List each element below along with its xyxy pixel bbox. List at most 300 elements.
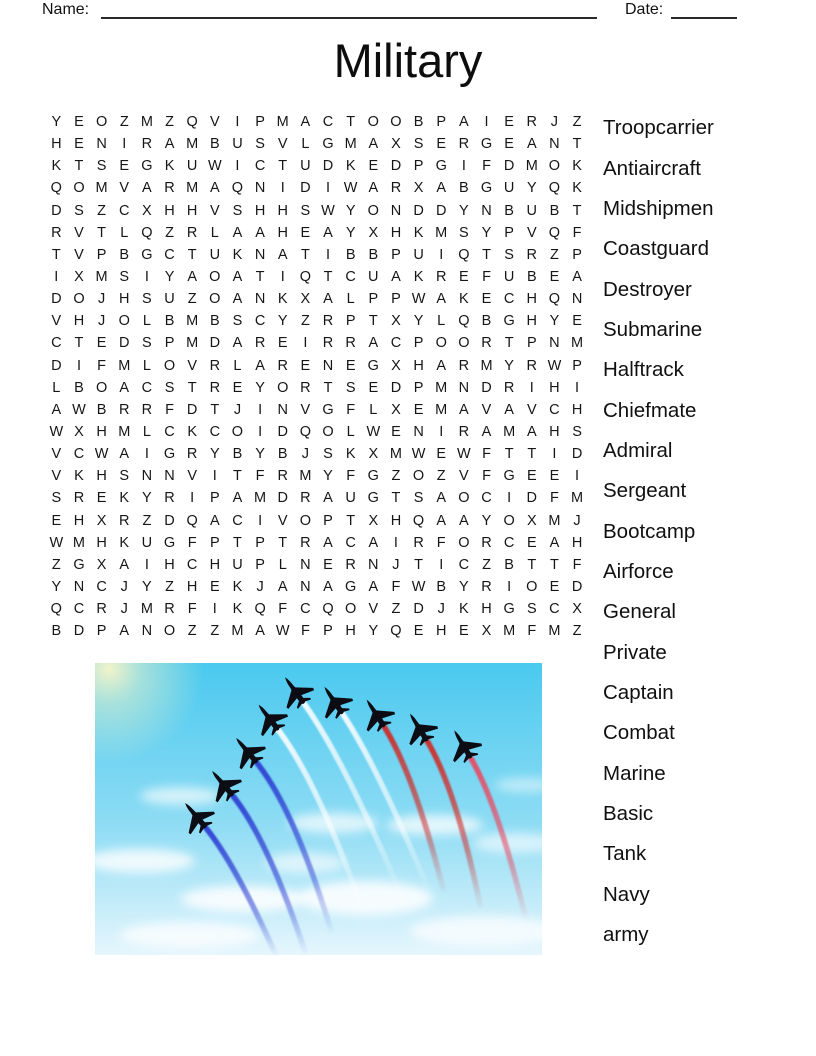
grid-cell: R (481, 534, 492, 551)
grid-cell: D (571, 579, 583, 596)
grid-cell: A (164, 136, 175, 153)
grid-cell: X (74, 269, 84, 286)
grid-cell: C (164, 246, 175, 263)
grid-cell: X (142, 202, 152, 219)
word-list-item: Tank (603, 842, 647, 866)
grid-cell: Q (412, 512, 425, 529)
grid-cell: R (141, 401, 153, 418)
grid-cell: D (51, 357, 62, 374)
grid-cell: F (346, 468, 356, 485)
grid-cell: E (368, 158, 379, 175)
grid-cell: T (346, 512, 356, 529)
grid-cell: A (277, 246, 288, 263)
grid-cell: X (413, 180, 424, 197)
grid-cell: X (368, 512, 379, 529)
grid-cell: Y (142, 579, 152, 596)
grid-cell: S (119, 468, 130, 485)
grid-cell: C (549, 601, 560, 618)
grid-cell: U (345, 490, 356, 507)
grid-cell: W (207, 158, 222, 175)
grid-cell: Z (300, 313, 310, 330)
grid-cell: S (232, 313, 243, 330)
grid-cell: K (277, 291, 288, 308)
grid-cell: X (96, 556, 107, 573)
grid-cell: A (459, 512, 469, 529)
grid-cell: N (254, 291, 266, 308)
grid-cell: A (368, 136, 379, 153)
grid-cell: S (526, 601, 537, 618)
jets-illustration-svg (95, 663, 542, 955)
grid-cell: E (549, 269, 560, 286)
grid-cell: I (439, 424, 444, 441)
grid-cell: T (572, 136, 582, 153)
grid-cell: A (255, 224, 265, 241)
grid-cell: M (140, 114, 153, 131)
grid-cell: R (300, 379, 311, 396)
grid-cell: H (186, 579, 198, 596)
grid-cell: H (571, 401, 583, 418)
grid-cell: O (95, 379, 108, 396)
grid-cell: Z (97, 202, 107, 219)
grid-cell: C (254, 158, 266, 175)
grid-cell: A (323, 534, 333, 551)
grid-cell: T (549, 556, 559, 573)
grid-cell: N (254, 180, 266, 197)
grid-cell: E (96, 335, 107, 352)
grid-cell: T (482, 246, 491, 263)
grid-cell: D (526, 490, 538, 507)
grid-cell: H (186, 202, 198, 219)
grid-cell: B (164, 313, 175, 330)
page-title: Military (333, 34, 483, 87)
grid-cell: E (459, 269, 469, 286)
grid-cell: I (212, 601, 217, 618)
grid-cell: A (526, 136, 537, 153)
grid-cell: R (277, 468, 288, 485)
grid-cell: N (96, 136, 107, 153)
grid-cell: M (254, 490, 267, 507)
grid-cell: Q (390, 623, 402, 640)
grid-cell: C (73, 446, 85, 463)
grid-cell: X (572, 601, 582, 618)
grid-cell: Y (51, 579, 62, 596)
grid-cell: U (232, 556, 243, 573)
grid-cell: J (120, 579, 128, 596)
grid-cell: Q (50, 180, 62, 197)
grid-cell: Q (322, 601, 334, 618)
grid-cell: G (367, 357, 379, 374)
grid-cell: U (413, 246, 424, 263)
grid-cell: A (481, 424, 492, 441)
grid-cell: Q (50, 601, 62, 618)
grid-cell: B (413, 114, 424, 131)
grid-cell: K (413, 224, 424, 241)
grid-cell: H (119, 291, 130, 308)
grid-cell: X (391, 401, 401, 418)
grid-cell: B (74, 379, 84, 396)
grid-cell: A (255, 623, 265, 640)
grid-cell: H (73, 512, 85, 529)
grid-cell: H (209, 556, 221, 573)
grid-cell: K (345, 158, 356, 175)
grid-cell: W (457, 446, 471, 463)
grid-cell: A (187, 269, 197, 286)
date-blank-line[interactable] (671, 0, 737, 19)
grid-cell: V (526, 224, 537, 241)
grid-cell: O (345, 601, 357, 618)
word-list-item: Bootcamp (603, 519, 696, 543)
grid-cell: Z (572, 623, 582, 640)
grid-cell: D (571, 446, 583, 463)
grid-cell: R (141, 136, 153, 153)
grid-cell: F (391, 579, 401, 596)
grid-cell: X (391, 357, 401, 374)
grid-cell: E (74, 114, 84, 131)
grid-cell: H (96, 424, 107, 441)
grid-cell: P (436, 114, 447, 131)
grid-cell: W (275, 623, 290, 640)
grid-cell: A (391, 269, 401, 286)
grid-cell: P (413, 158, 424, 175)
grid-cell: U (300, 158, 311, 175)
grid-cell: X (300, 291, 311, 308)
grid-cell: L (233, 357, 242, 374)
grid-cell: T (504, 335, 514, 352)
grid-cell: I (507, 579, 512, 596)
grid-cell: U (368, 269, 379, 286)
grid-cell: B (51, 623, 62, 640)
grid-cell: N (413, 424, 424, 441)
grid-cell: O (163, 623, 176, 640)
grid-cell: A (459, 401, 469, 418)
grid-cell: M (435, 401, 448, 418)
grid-cell: L (301, 136, 310, 153)
grid-cell: H (277, 202, 288, 219)
grid-cell: V (187, 468, 197, 485)
grid-cell: B (232, 446, 243, 463)
grid-cell: D (51, 202, 62, 219)
grid-cell: R (481, 335, 492, 352)
grid-cell: Y (345, 224, 356, 241)
grid-cell: V (51, 446, 62, 463)
grid-cell: T (74, 335, 84, 352)
grid-cell: T (323, 269, 333, 286)
grid-cell: B (368, 246, 379, 263)
grid-cell: L (278, 556, 287, 573)
name-blank-line[interactable] (101, 0, 597, 19)
grid-cell: D (390, 158, 402, 175)
word-list-item: Sergeant (603, 479, 687, 503)
grid-cell: A (323, 224, 333, 241)
grid-cell: E (368, 379, 379, 396)
cloud (140, 787, 220, 805)
grid-cell: V (481, 401, 492, 418)
word-list-item: Midshipmen (603, 196, 714, 220)
grid-cell: T (527, 556, 537, 573)
grid-cell: S (142, 291, 152, 308)
grid-cell: P (413, 379, 424, 396)
grid-cell: G (367, 468, 379, 485)
grid-cell: L (437, 313, 446, 330)
grid-cell: N (549, 335, 560, 352)
grid-cell: E (549, 468, 560, 485)
grid-cell: H (96, 468, 107, 485)
grid-cell: D (186, 401, 198, 418)
grid-cell: J (550, 114, 559, 131)
grid-cell: H (481, 601, 492, 618)
grid-cell: I (575, 379, 580, 396)
grid-cell: O (163, 357, 176, 374)
grid-cell: B (436, 579, 447, 596)
grid-cell: R (254, 335, 266, 352)
grid-cell: R (209, 379, 221, 396)
grid-cell: I (280, 180, 285, 197)
grid-cell: V (209, 202, 220, 219)
grid-cell: I (325, 246, 331, 263)
grid-cell: D (277, 424, 288, 441)
grid-cell: O (73, 291, 85, 308)
grid-cell: A (368, 335, 379, 352)
grid-cell: F (436, 534, 446, 551)
grid-cell: Z (572, 114, 582, 131)
grid-cell: R (164, 490, 175, 507)
grid-cell: H (277, 224, 288, 241)
grid-cell: E (300, 357, 311, 374)
grid-cell: E (232, 379, 243, 396)
grid-cell: D (503, 158, 515, 175)
grid-cell: L (346, 291, 355, 308)
grid-cell: A (119, 556, 130, 573)
word-list-item: Destroyer (603, 277, 692, 301)
grid-cell: F (97, 357, 107, 374)
grid-cell: X (96, 512, 107, 529)
grid-cell: T (300, 246, 310, 263)
grid-cell: Y (164, 269, 175, 286)
grid-cell: Z (391, 468, 401, 485)
grid-cell: X (391, 136, 401, 153)
grid-cell: Y (459, 579, 469, 596)
grid-cell: E (209, 579, 220, 596)
grid-cell: I (461, 158, 466, 175)
grid-cell: P (209, 490, 220, 507)
grid-cell: C (390, 335, 402, 352)
grid-cell: M (299, 468, 312, 485)
grid-cell: O (412, 468, 425, 485)
grid-cell: Z (165, 224, 174, 241)
word-list-item: army (603, 923, 649, 947)
grid-cell: O (503, 512, 515, 529)
grid-cell: K (164, 158, 175, 175)
grid-cell: R (458, 424, 470, 441)
grid-cell: H (51, 136, 62, 153)
grid-cell: A (526, 424, 537, 441)
grid-cell: Y (526, 180, 537, 197)
grid-cell: G (322, 136, 334, 153)
grid-cell: T (74, 158, 84, 175)
grid-cell: Q (299, 269, 311, 286)
grid-cell: U (209, 246, 221, 263)
grid-cell: H (390, 224, 402, 241)
grid-cell: I (235, 158, 240, 175)
grid-cell: D (481, 379, 492, 396)
word-list-item: Antiaircraft (603, 156, 701, 180)
grid-cell: A (119, 379, 130, 396)
grid-cell: M (548, 623, 561, 640)
grid-cell: G (480, 136, 493, 153)
grid-cell: H (73, 313, 85, 330)
grid-cell: F (187, 601, 197, 618)
grid-cell: O (367, 114, 379, 131)
grid-cell: G (503, 313, 515, 330)
word-list-item: Airforce (603, 559, 674, 583)
grid-cell: Y (459, 202, 469, 219)
grid-cell: R (526, 246, 538, 263)
grid-cell: T (368, 313, 378, 330)
grid-cell: N (277, 401, 288, 418)
grid-cell: P (164, 335, 175, 352)
grid-cell: M (276, 114, 289, 131)
grid-cell: T (255, 269, 265, 286)
grid-cell: L (346, 424, 355, 441)
grid-cell: A (436, 490, 447, 507)
grid-cell: H (390, 512, 402, 529)
grid-cell: E (96, 490, 107, 507)
grid-cell: C (232, 512, 243, 529)
grid-cell: R (164, 180, 175, 197)
grid-cell: E (345, 357, 356, 374)
grid-cell: N (254, 246, 266, 263)
grid-cell: V (209, 114, 220, 131)
grid-cell: N (368, 556, 379, 573)
grid-cell: O (458, 335, 470, 352)
grid-cell: A (572, 269, 582, 286)
grid-cell: E (277, 335, 288, 352)
grid-cell: H (435, 623, 447, 640)
grid-cell: Z (165, 579, 174, 596)
grid-cell: O (458, 490, 470, 507)
grid-cell: R (164, 601, 175, 618)
grid-cell: R (300, 534, 311, 551)
grid-cell: P (255, 556, 265, 573)
word-list-item: Navy (603, 882, 650, 906)
grid-cell: X (391, 313, 401, 330)
grid-cell: S (164, 379, 175, 396)
grid-cell: A (277, 579, 288, 596)
grid-cell: M (571, 335, 584, 352)
grid-cell: E (526, 468, 537, 485)
grid-cell: S (119, 269, 130, 286)
grid-cell: C (345, 534, 356, 551)
grid-cell: B (345, 246, 356, 263)
word-list-item: Halftrack (603, 358, 684, 382)
grid-cell: P (323, 623, 333, 640)
grid-cell: W (49, 424, 64, 441)
grid-cell: W (411, 579, 426, 596)
grid-cell: Q (186, 114, 198, 131)
grid-cell: H (254, 202, 266, 219)
grid-cell: J (437, 601, 445, 618)
grid-cell: T (527, 446, 537, 463)
grid-cell: Y (255, 379, 265, 396)
grid-cell: N (322, 357, 334, 374)
grid-cell: Z (391, 601, 401, 618)
grid-cell: N (571, 291, 583, 308)
grid-cell: A (436, 357, 447, 374)
grid-cell: C (209, 424, 221, 441)
grid-cell: N (141, 468, 153, 485)
grid-cell: I (122, 136, 127, 153)
grid-cell: E (504, 136, 514, 153)
grid-cell: V (51, 313, 62, 330)
grid-cell: I (325, 180, 331, 197)
grid-cell: Z (482, 556, 491, 573)
grid-cell: G (435, 158, 447, 175)
grid-cell: N (458, 379, 470, 396)
grid-cell: O (526, 579, 538, 596)
grid-cell: J (233, 401, 242, 418)
word-list-item: Admiral (603, 438, 673, 462)
grid-cell: I (144, 556, 149, 573)
grid-cell: A (436, 512, 447, 529)
grid-cell: T (278, 534, 288, 551)
grid-cell: V (526, 401, 537, 418)
grid-cell: E (481, 291, 492, 308)
grid-cell: M (186, 335, 199, 352)
grid-cell: Q (231, 180, 244, 197)
grid-cell: H (345, 623, 356, 640)
grid-cell: A (142, 180, 152, 197)
grid-cell: Y (368, 623, 379, 640)
grid-cell: C (549, 401, 560, 418)
grid-cell: H (549, 424, 560, 441)
grid-cell: C (503, 291, 515, 308)
grid-cell: P (368, 291, 379, 308)
grid-cell: Z (436, 468, 446, 485)
grid-cell: D (209, 335, 221, 352)
name-label: Name: (42, 1, 90, 18)
grid-cell: Q (458, 246, 470, 263)
grid-cell: M (186, 180, 199, 197)
grid-cell: J (97, 291, 106, 308)
grid-cell: D (277, 490, 288, 507)
grid-cell: F (346, 401, 356, 418)
grid-cell: U (164, 291, 175, 308)
grid-cell: Q (141, 224, 153, 241)
jets-illustration (95, 663, 542, 955)
grid-cell: D (300, 180, 311, 197)
grid-cell: D (73, 623, 85, 640)
grid-cell: V (187, 357, 197, 374)
word-list-item: Combat (603, 721, 675, 745)
grid-cell: Q (299, 424, 311, 441)
grid-cell: B (481, 313, 492, 330)
grid-cell: B (119, 246, 130, 263)
grid-cell: N (481, 202, 492, 219)
grid-cell: F (165, 401, 174, 418)
grid-cell: A (232, 490, 243, 507)
grid-cell: B (209, 136, 220, 153)
grid-cell: R (322, 335, 334, 352)
grid-cell: P (96, 246, 107, 263)
grid-cell: W (321, 202, 335, 219)
grid-cell: H (164, 556, 175, 573)
grid-cell: N (141, 623, 153, 640)
grid-cell: R (277, 357, 288, 374)
grid-cell: T (210, 401, 220, 418)
grid-cell: O (277, 379, 289, 396)
grid-cell: K (572, 158, 582, 175)
grid-cell: U (141, 534, 153, 551)
